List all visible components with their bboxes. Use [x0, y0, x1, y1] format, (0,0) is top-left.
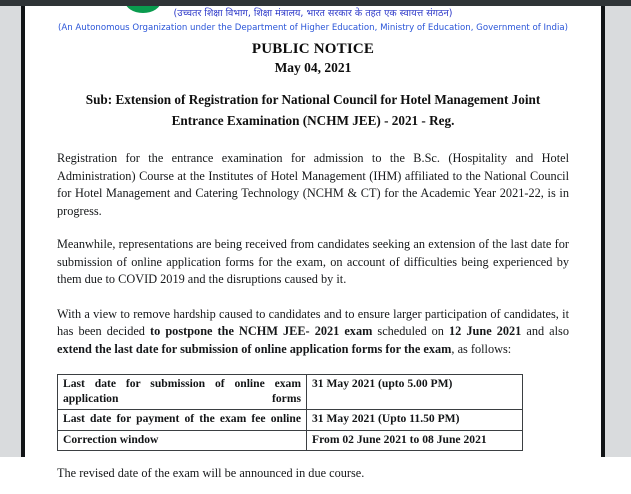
decision-emphasis-extend: extend the last date for submission of online application forms for the exam [57, 341, 452, 356]
notice-date: May 04, 2021 [274, 60, 352, 75]
table-cell-label: Last date for payment of the exam fee online [58, 410, 307, 431]
important-dates-table [57, 374, 523, 451]
decision-emphasis-exam-date: 12 June 2021 [449, 324, 522, 338]
decision-text-part-1: With a view to remove hardship caused to candidates and to ensure larger participation of candidates, it has been decided [57, 306, 569, 338]
paragraph-representations: Meanwhile, representations are being received from candidates seeking an extension of the last date for submission of online application forms for the exam, on account of difficulties being experienced by them due to COVID 2019 and the disruptions caused by it. [57, 237, 569, 286]
table-cell-value: From 02 June 2021 to 08 June 2021 [307, 430, 523, 451]
organization-subtitle-hindi: (उच्चतर शिक्षा विभाग, शिक्षा मंत्रालय, भारत सरकार के तहत एक स्वायत्त संगठन) [173, 8, 453, 19]
page-gutter-right [605, 5, 631, 457]
table-row [58, 375, 523, 410]
decision-text-part-2: scheduled on [372, 324, 450, 338]
table-cell-value: 31 May 2021 (upto 5.00 PM) [307, 375, 523, 410]
decision-text-part-3: and also [521, 324, 569, 338]
table-cell-label: Last date for submission of online exam application forms [58, 375, 307, 410]
table-row [58, 430, 523, 451]
page-gutter-left [0, 5, 21, 457]
decision-emphasis-postpone: to postpone the NCHM JEE- 2021 exam [150, 324, 373, 338]
document-page [25, 5, 601, 480]
closing-statement: The revised date of the exam will be announced in due course. [57, 466, 365, 480]
viewer-top-band [0, 0, 631, 6]
notice-title: PUBLIC NOTICE [251, 41, 375, 57]
subject-line-1: Sub: Extension of Registration for National Council for Hotel Management Joint [85, 92, 541, 107]
page-edge-right [601, 5, 605, 457]
table-row [58, 410, 523, 431]
document-content [57, 5, 569, 494]
table-cell-value: 31 May 2021 (Upto 11.50 PM) [307, 410, 523, 431]
subject-line-2: Entrance Examination (NCHM JEE) - 2021 - Reg. [171, 113, 455, 128]
paragraph-registration: Registration for the entrance examination for admission to the B.Sc. (Hospitality and Hotel Administration) Course at the Institutes of Hotel Management (IHM) affiliated to the National Council for Hotel Management and Catering Technology (NCHM & CT) for the Academic Year 2021-22, is in progress. [57, 151, 569, 218]
subject-line [57, 89, 569, 131]
decision-text-part-4: , as follows: [451, 341, 512, 356]
paragraph-decision [57, 306, 569, 359]
table-cell-label: Correction window [58, 430, 307, 451]
organization-subtitle-english: (An Autonomous Organization under the Department of Higher Education, Ministry of Education, Government of India) [58, 23, 568, 33]
